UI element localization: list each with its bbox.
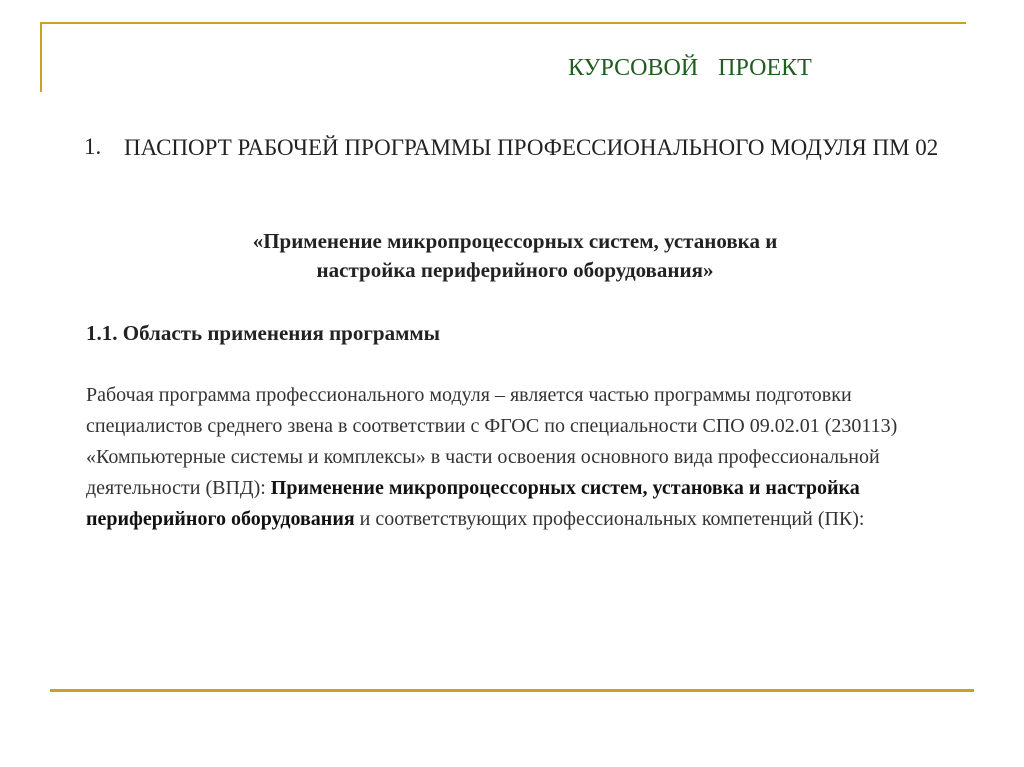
body-intro: Рабочая программа профессионального модуля – является частью программы подготовки специалистов среднего звена в соответствии с ФГОС по специальности СПО 09.02.01 (230113) «Компьютерные системы и комплексы» в части освоения основного вида профессиональной деятельности (ВПД):	[86, 384, 898, 499]
module-name-line2: настройка периферийного оборудования»	[316, 258, 714, 282]
frame-left-line	[40, 22, 42, 92]
module-name-line1: «Применение микропроцессорных систем, установка и	[252, 229, 778, 253]
body-outro: и соответствующих профессиональных компетенций (ПК):	[354, 508, 865, 530]
module-name	[150, 227, 880, 285]
subsection-title: 1.1. Область применения программы	[86, 321, 441, 345]
body-paragraph	[86, 380, 936, 535]
course-title: КУРСОВОЙ ПРОЕКТ	[568, 55, 812, 81]
body-emphasis: Применение микропроцессорных систем, установка и настройка периферийного оборудования	[86, 477, 860, 530]
section-number: 1.	[84, 134, 102, 159]
frame-bottom-line	[50, 689, 974, 692]
section-title: ПАСПОРТ РАБОЧЕЙ ПРОГРАММЫ ПРОФЕССИОНАЛЬНОГО МОДУЛЯ ПМ 02	[124, 135, 939, 160]
frame-top-line	[40, 22, 966, 24]
